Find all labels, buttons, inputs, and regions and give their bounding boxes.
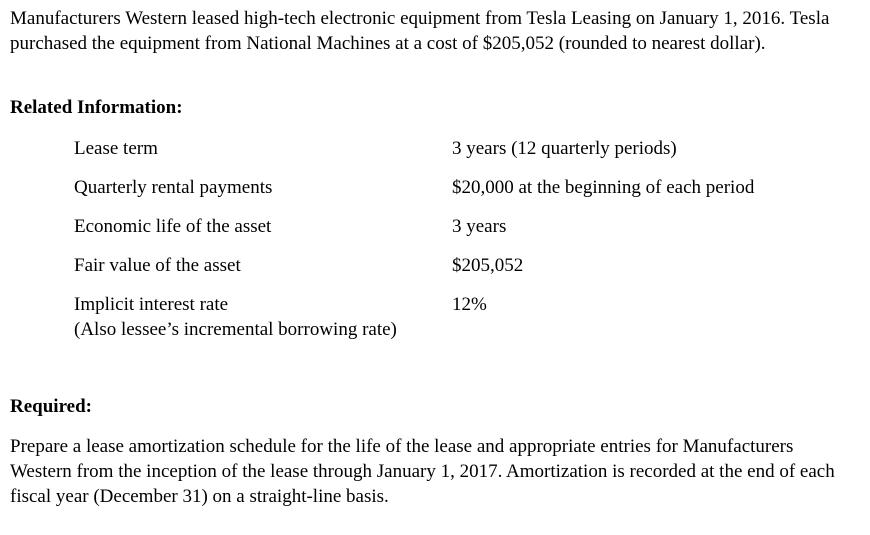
required-heading: Required: [10, 396, 92, 417]
info-label: Fair value of the asset [74, 255, 241, 276]
intro-paragraph: Manufacturers Western leased high-tech electronic equipment from Tesla Leasing on January 1, 2016. Tesla purchased the equipment from National Machines at a cost of $205,052 (rounded to nearest dollar). [10, 8, 830, 54]
required-paragraph: Prepare a lease amortization schedule for the life of the lease and appropriate entries for Manufacturers Western from the inception of the lease through January 1, 2017. Amortization is recorded at the end of each fiscal year (December 31) on a straight-line basis. [10, 436, 835, 507]
info-label: Quarterly rental payments [74, 177, 273, 198]
info-label: Lease term [74, 138, 158, 159]
related-information-heading: Related Information: [10, 97, 183, 118]
info-value: 3 years [452, 216, 507, 237]
info-value: 12% [452, 294, 487, 315]
info-value: $205,052 [452, 255, 524, 276]
info-value: $20,000 at the beginning of each period [452, 177, 755, 198]
info-label: Economic life of the asset [74, 216, 272, 237]
info-value: 3 years (12 quarterly periods) [452, 138, 677, 159]
info-sublabel: (Also lessee’s incremental borrowing rate) [74, 319, 397, 340]
info-label-group [74, 292, 444, 342]
info-label: Implicit interest rate [74, 294, 229, 315]
